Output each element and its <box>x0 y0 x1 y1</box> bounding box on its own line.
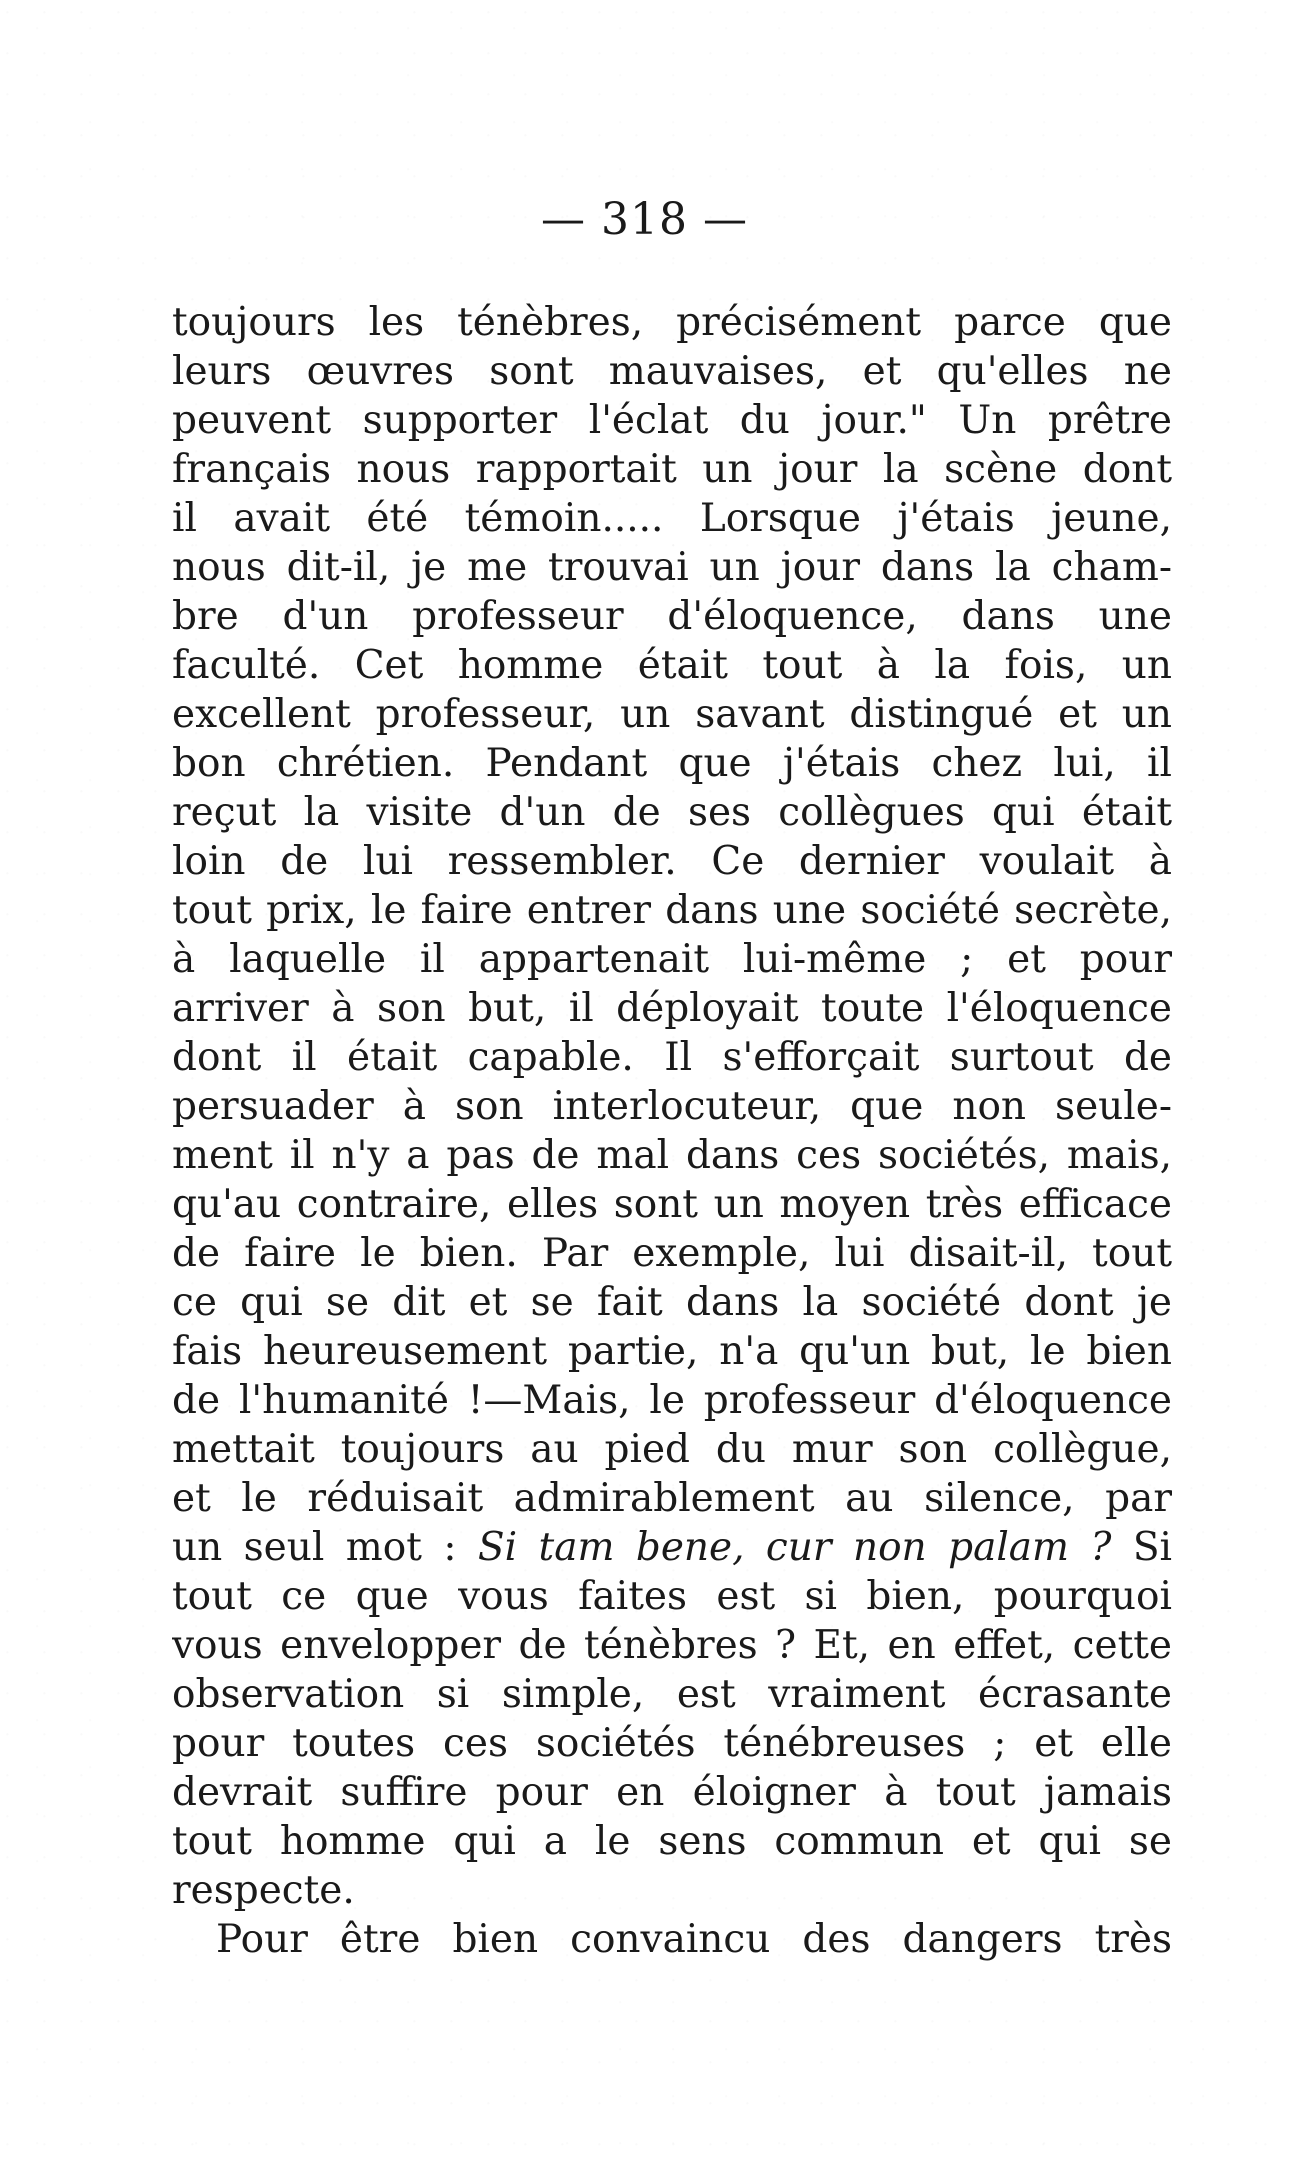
text-line: loin de lui ressembler. Ce dernier voulait à <box>172 839 1172 884</box>
text-line: de faire le bien. Par exemple, lui disait-il, tout <box>172 1231 1172 1276</box>
text-line: français nous rapportait un jour la scène dont <box>172 447 1172 492</box>
text-line: ment il n'y a pas de mal dans ces sociétés, mais, <box>172 1133 1172 1178</box>
text-line: mettait toujours au pied du mur son collègue, <box>172 1427 1172 1472</box>
text-line: tout prix, le faire entrer dans une société secrète, <box>172 888 1172 933</box>
text-line: peuvent supporter l'éclat du jour." Un prêtre <box>172 398 1172 443</box>
text-line: tout ce que vous faites est si bien, pourquoi <box>172 1574 1172 1619</box>
text-line: dont il était capable. Il s'efforçait surtout de <box>172 1035 1172 1080</box>
text-line: observation si simple, est vraiment écrasante <box>172 1672 1172 1717</box>
text-line: fais heureusement partie, n'a qu'un but, le bien <box>172 1329 1172 1374</box>
text-line: faculté. Cet homme était tout à la fois, un <box>172 643 1172 688</box>
text-line: à laquelle il appartenait lui-même ; et pour <box>172 937 1172 982</box>
latin-phrase: Si tam bene, cur non palam ? <box>477 1525 1112 1570</box>
latin-after: Si <box>1132 1525 1172 1570</box>
latin-lead: un seul mot : <box>172 1525 457 1570</box>
text-line: pour toutes ces sociétés ténébreuses ; et elle <box>172 1721 1172 1766</box>
text-line: tout homme qui a le sens commun et qui se <box>172 1819 1172 1864</box>
text-line: persuader à son interlocuteur, que non seule- <box>172 1084 1172 1129</box>
text-line: nous dit-il, je me trouvai un jour dans la cham- <box>172 545 1172 590</box>
text-line: respecte. <box>172 1868 355 1913</box>
text-line: toujours les ténèbres, précisément parce que <box>172 300 1172 345</box>
text-line: leurs œuvres sont mauvaises, et qu'elles ne <box>172 349 1172 394</box>
text-line: Pour être bien convaincu des dangers très <box>216 1917 1172 1962</box>
text-line: vous envelopper de ténèbres ? Et, en effet, cette <box>172 1623 1172 1668</box>
text-line: reçut la visite d'un de ses collègues qui était <box>172 790 1172 835</box>
page-number: — 318 — <box>541 194 748 245</box>
text-line: de l'humanité !—Mais, le professeur d'éloquence <box>172 1378 1172 1423</box>
text-line: excellent professeur, un savant distingué et un <box>172 692 1172 737</box>
text-line: ce qui se dit et se fait dans la société dont je <box>172 1280 1172 1325</box>
text-line: bre d'un professeur d'éloquence, dans une <box>172 594 1172 639</box>
text-line: et le réduisait admirablement au silence, par <box>172 1476 1172 1521</box>
text-line: bon chrétien. Pendant que j'étais chez lui, il <box>172 741 1172 786</box>
text-line-latin <box>172 1523 1172 1572</box>
text-line: devrait suffire pour en éloigner à tout jamais <box>172 1770 1172 1815</box>
body-text <box>172 298 1172 1964</box>
text-line: il avait été témoin..... Lorsque j'étais jeune, <box>172 496 1172 541</box>
text-line: arriver à son but, il déployait toute l'éloquence <box>172 986 1172 1031</box>
text-line: qu'au contraire, elles sont un moyen très efficace <box>172 1182 1172 1227</box>
